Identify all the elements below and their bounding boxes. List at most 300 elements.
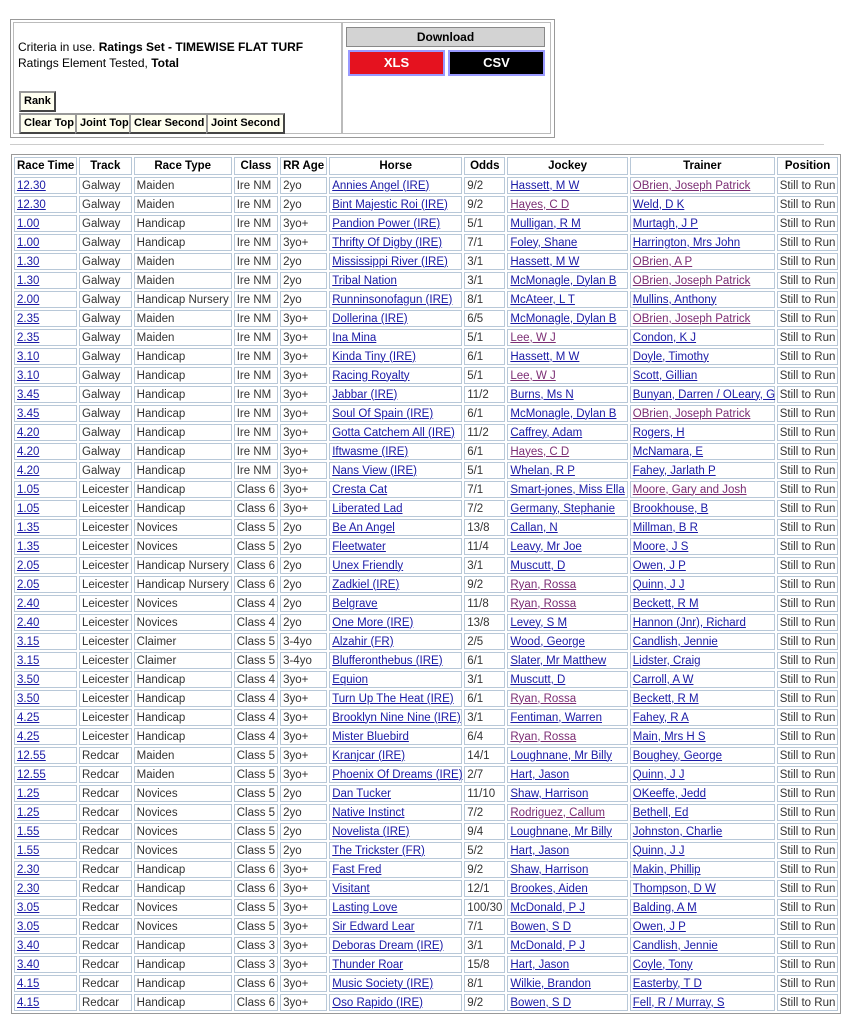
runners-table (11, 154, 841, 1014)
race-time-link[interactable]: 12.55 (17, 749, 46, 762)
race-time-link[interactable]: 1.05 (17, 483, 40, 496)
race-time-link[interactable]: 3.10 (17, 369, 40, 382)
race-time-link[interactable]: 3.45 (17, 388, 40, 401)
jockey-link[interactable]: Foley, Shane (510, 236, 578, 249)
horse-link[interactable]: Native Instinct (332, 806, 405, 819)
position-cell: Still to Run (777, 405, 839, 422)
jockey-link[interactable]: Smart-jones, Miss Ella (510, 483, 625, 496)
position-cell: Still to Run (777, 424, 839, 441)
class-cell: Class 6 (234, 481, 278, 498)
jockey-link[interactable]: Ryan, Rossa (510, 730, 577, 743)
horse-link[interactable]: Oso Rapido (IRE) (332, 996, 423, 1009)
trainer-cell (630, 196, 775, 213)
trainer-link[interactable]: Scott, Gillian (632, 369, 698, 382)
race-time-link[interactable]: 12.30 (17, 198, 46, 211)
race-time-link[interactable]: 4.15 (17, 996, 40, 1009)
jockey-link[interactable]: Fentiman, Warren (510, 711, 602, 724)
age-cell: 3yo+ (280, 386, 327, 403)
horse-link[interactable]: Equion (332, 673, 368, 686)
jockey-link[interactable]: McDonald, P J (510, 901, 585, 914)
trainer-link[interactable]: Beckett, R M (632, 692, 699, 705)
track-cell: Redcar (79, 956, 132, 973)
race-type-cell: Handicap (134, 462, 232, 479)
trainer-link[interactable]: Candlish, Jennie (632, 635, 718, 648)
table-row (14, 937, 838, 954)
race-time-link[interactable]: 4.20 (17, 426, 40, 439)
race-time-link[interactable]: 2.30 (17, 863, 40, 876)
horse-link[interactable]: Ina Mina (332, 331, 377, 344)
horse-link[interactable]: Nans View (IRE) (332, 464, 417, 477)
horse-link[interactable]: Fast Fred (332, 863, 382, 876)
jockey-link[interactable]: Muscutt, D (510, 559, 566, 572)
class-cell: Ire NM (234, 329, 278, 346)
clear-top-button[interactable]: Clear Top (19, 113, 79, 134)
race-time-link[interactable]: 3.05 (17, 901, 40, 914)
jockey-cell (507, 823, 627, 840)
jockey-cell (507, 272, 627, 289)
race-time-link[interactable]: 3.15 (17, 635, 40, 648)
class-cell: Class 4 (234, 690, 278, 707)
horse-cell (329, 443, 462, 460)
track-cell: Redcar (79, 766, 132, 783)
age-cell: 3yo+ (280, 310, 327, 327)
race-time-link[interactable]: 1.25 (17, 806, 40, 819)
odds-cell: 9/2 (464, 861, 505, 878)
track-cell: Leicester (79, 595, 132, 612)
race-time-link[interactable]: 4.20 (17, 445, 40, 458)
jockey-link[interactable]: Caffrey, Adam (510, 426, 583, 439)
jockey-cell (507, 177, 627, 194)
table-row (14, 842, 838, 859)
race-time-cell (14, 424, 77, 441)
table-row (14, 747, 838, 764)
race-time-link[interactable]: 2.35 (17, 331, 40, 344)
race-time-link[interactable]: 1.00 (17, 217, 40, 230)
horse-cell (329, 462, 462, 479)
jockey-link[interactable]: Lee, W J (510, 369, 556, 382)
clear-second-button[interactable]: Clear Second (129, 113, 209, 134)
jockey-link[interactable]: Hart, Jason (510, 844, 570, 857)
race-time-cell (14, 443, 77, 460)
trainer-link[interactable]: McNamara, E (632, 445, 704, 458)
trainer-link[interactable]: OBrien, Joseph Patrick (632, 274, 751, 287)
jockey-link[interactable]: Callan, N (510, 521, 558, 534)
age-cell: 3yo+ (280, 747, 327, 764)
horse-link[interactable]: Novelista (IRE) (332, 825, 410, 838)
jockey-link[interactable]: Ryan, Rossa (510, 578, 577, 591)
race-time-cell (14, 975, 77, 992)
horse-link[interactable]: Lasting Love (332, 901, 398, 914)
race-time-cell (14, 880, 77, 897)
race-time-link[interactable]: 12.55 (17, 768, 46, 781)
jockey-link[interactable]: Loughnane, Mr Billy (510, 825, 613, 838)
trainer-link[interactable]: Millman, B R (632, 521, 698, 534)
jockey-link[interactable]: McMonagle, Dylan B (510, 274, 617, 287)
race-time-cell (14, 937, 77, 954)
horse-link[interactable]: Pandion Power (IRE) (332, 217, 441, 230)
jockey-link[interactable]: Bowen, S D (510, 996, 572, 1009)
race-type-cell: Handicap (134, 994, 232, 1011)
horse-link[interactable]: Mister Bluebird (332, 730, 409, 743)
trainer-link[interactable]: Doyle, Timothy (632, 350, 709, 363)
race-time-link[interactable]: 1.55 (17, 825, 40, 838)
jockey-link[interactable]: Whelan, R P (510, 464, 575, 477)
race-time-link[interactable]: 1.35 (17, 521, 40, 534)
trainer-link[interactable]: Beckett, R M (632, 597, 699, 610)
horse-cell (329, 709, 462, 726)
trainer-link[interactable]: Quinn, J J (632, 578, 685, 591)
jockey-link[interactable]: Leavy, Mr Joe (510, 540, 582, 553)
race-time-link[interactable]: 1.35 (17, 540, 40, 553)
table-row (14, 785, 838, 802)
class-cell: Class 4 (234, 614, 278, 631)
trainer-cell (630, 557, 775, 574)
race-time-link[interactable]: 3.45 (17, 407, 40, 420)
table-row (14, 614, 838, 631)
table-row (14, 994, 838, 1011)
race-type-cell: Handicap (134, 880, 232, 897)
odds-cell: 7/1 (464, 234, 505, 251)
horse-link[interactable]: Turn Up The Heat (IRE) (332, 692, 454, 705)
race-time-link[interactable]: 3.10 (17, 350, 40, 363)
position-cell: Still to Run (777, 994, 839, 1011)
trainer-link[interactable]: Bunyan, Darren / OLeary, G (632, 388, 776, 401)
age-cell: 3yo+ (280, 956, 327, 973)
jockey-link[interactable]: Levey, S M (510, 616, 568, 629)
odds-cell: 8/1 (464, 975, 505, 992)
position-cell: Still to Run (777, 880, 839, 897)
odds-cell: 3/1 (464, 709, 505, 726)
class-cell: Ire NM (234, 367, 278, 384)
jockey-link[interactable]: McMonagle, Dylan B (510, 312, 617, 325)
race-time-link[interactable]: 3.15 (17, 654, 40, 667)
trainer-link[interactable]: Boughey, George (632, 749, 723, 762)
race-type-cell: Novices (134, 519, 232, 536)
jockey-link[interactable]: McAteer, L T (510, 293, 575, 306)
jockey-link[interactable]: Muscutt, D (510, 673, 566, 686)
trainer-link[interactable]: OBrien, A P (632, 255, 693, 268)
race-time-cell (14, 576, 77, 593)
age-cell: 3yo+ (280, 348, 327, 365)
horse-link[interactable]: Jabbar (IRE) (332, 388, 398, 401)
race-type-cell: Maiden (134, 272, 232, 289)
horse-link[interactable]: Dan Tucker (332, 787, 391, 800)
jockey-link[interactable]: Bowen, S D (510, 920, 572, 933)
trainer-link[interactable]: OBrien, Joseph Patrick (632, 312, 751, 325)
horse-link[interactable]: Kranjcar (IRE) (332, 749, 406, 762)
horse-link[interactable]: Thunder Roar (332, 958, 404, 971)
horse-link[interactable]: Deboras Dream (IRE) (332, 939, 444, 952)
trainer-link[interactable]: Makin, Phillip (632, 863, 701, 876)
horse-link[interactable]: Music Society (IRE) (332, 977, 434, 990)
table-row (14, 671, 838, 688)
trainer-link[interactable]: Lidster, Craig (632, 654, 701, 667)
race-type-cell: Handicap (134, 424, 232, 441)
trainer-link[interactable]: Coyle, Tony (632, 958, 693, 971)
trainer-cell (630, 443, 775, 460)
horse-link[interactable]: Cresta Cat (332, 483, 388, 496)
trainer-link[interactable]: Hannon (Jnr), Richard (632, 616, 746, 629)
jockey-link[interactable]: Hart, Jason (510, 768, 570, 781)
class-cell: Class 5 (234, 785, 278, 802)
trainer-link[interactable]: Mullins, Anthony (632, 293, 717, 306)
position-cell: Still to Run (777, 291, 839, 308)
horse-link[interactable]: Bint Majestic Roi (IRE) (332, 198, 448, 211)
jockey-link[interactable]: Wilkie, Brandon (510, 977, 591, 990)
jockey-link[interactable]: Slater, Mr Matthew (510, 654, 607, 667)
position-cell: Still to Run (777, 690, 839, 707)
horse-link[interactable]: Be An Angel (332, 521, 395, 534)
jockey-link[interactable]: McMonagle, Dylan B (510, 407, 617, 420)
horse-cell (329, 975, 462, 992)
position-cell: Still to Run (777, 348, 839, 365)
horse-link[interactable]: Sir Edward Lear (332, 920, 415, 933)
track-cell: Leicester (79, 728, 132, 745)
horse-cell (329, 386, 462, 403)
trainer-link[interactable]: Rogers, H (632, 426, 685, 439)
race-time-link[interactable]: 1.30 (17, 255, 40, 268)
class-cell: Ire NM (234, 177, 278, 194)
odds-cell: 11/2 (464, 424, 505, 441)
criteria-panel (10, 19, 555, 138)
trainer-link[interactable]: Moore, Gary and Josh (632, 483, 747, 496)
position-cell: Still to Run (777, 975, 839, 992)
race-time-link[interactable]: 4.15 (17, 977, 40, 990)
position-cell: Still to Run (777, 861, 839, 878)
horse-link[interactable]: One More (IRE) (332, 616, 414, 629)
class-cell: Class 6 (234, 500, 278, 517)
horse-cell (329, 918, 462, 935)
table-row (14, 367, 838, 384)
age-cell: 2yo (280, 576, 327, 593)
horse-link[interactable]: Kinda Tiny (IRE) (332, 350, 416, 363)
race-time-link[interactable]: 1.05 (17, 502, 40, 515)
age-cell: 3yo+ (280, 424, 327, 441)
odds-cell: 6/1 (464, 690, 505, 707)
race-time-link[interactable]: 2.35 (17, 312, 40, 325)
horse-cell (329, 500, 462, 517)
class-cell: Ire NM (234, 405, 278, 422)
jockey-cell (507, 519, 627, 536)
trainer-link[interactable]: Quinn, J J (632, 768, 685, 781)
jockey-link[interactable]: Shaw, Harrison (510, 863, 589, 876)
track-cell: Galway (79, 443, 132, 460)
horse-link[interactable]: Brooklyn Nine Nine (IRE) (332, 711, 461, 724)
track-cell: Galway (79, 291, 132, 308)
race-time-link[interactable]: 1.00 (17, 236, 40, 249)
trainer-link[interactable]: Thompson, D W (632, 882, 716, 895)
trainer-link[interactable]: OBrien, Joseph Patrick (632, 407, 751, 420)
jockey-cell (507, 348, 627, 365)
horse-link[interactable]: Phoenix Of Dreams (IRE) (332, 768, 463, 781)
age-cell: 2yo (280, 272, 327, 289)
trainer-link[interactable]: Fahey, R A (632, 711, 689, 724)
track-cell: Galway (79, 177, 132, 194)
odds-cell: 6/5 (464, 310, 505, 327)
jockey-link[interactable]: Hayes, C D (510, 198, 570, 211)
trainer-link[interactable]: Owen, J P (632, 920, 686, 933)
jockey-link[interactable]: Brookes, Aiden (510, 882, 588, 895)
trainer-link[interactable]: Moore, J S (632, 540, 689, 553)
trainer-link[interactable]: OBrien, Joseph Patrick (632, 179, 751, 192)
joint-second-button[interactable]: Joint Second (206, 113, 285, 134)
jockey-link[interactable]: Hassett, M W (510, 350, 580, 363)
race-time-cell (14, 348, 77, 365)
table-row (14, 538, 838, 555)
trainer-cell (630, 861, 775, 878)
horse-cell (329, 785, 462, 802)
odds-cell: 5/1 (464, 367, 505, 384)
race-time-link[interactable]: 2.00 (17, 293, 40, 306)
horse-link[interactable]: Annies Angel (IRE) (332, 179, 430, 192)
race-time-cell (14, 405, 77, 422)
header-position: Position (777, 157, 839, 175)
trainer-link[interactable]: OKeeffe, Jedd (632, 787, 707, 800)
jockey-cell (507, 595, 627, 612)
class-cell: Ire NM (234, 386, 278, 403)
jockey-link[interactable]: Lee, W J (510, 331, 556, 344)
trainer-cell (630, 215, 775, 232)
position-cell: Still to Run (777, 386, 839, 403)
jockey-cell (507, 861, 627, 878)
race-time-link[interactable]: 4.20 (17, 464, 40, 477)
table-row (14, 728, 838, 745)
jockey-cell (507, 253, 627, 270)
race-time-link[interactable]: 4.25 (17, 711, 40, 724)
horse-link[interactable]: Mississippi River (IRE) (332, 255, 448, 268)
track-cell: Galway (79, 196, 132, 213)
horse-link[interactable]: Runninsonofagun (IRE) (332, 293, 453, 306)
age-cell: 3yo+ (280, 994, 327, 1011)
joint-top-button[interactable]: Joint Top (75, 113, 134, 134)
trainer-link[interactable]: Fell, R / Murray, S (632, 996, 725, 1009)
jockey-link[interactable]: McDonald, P J (510, 939, 585, 952)
race-time-link[interactable]: 1.25 (17, 787, 40, 800)
trainer-link[interactable]: Johnston, Charlie (632, 825, 723, 838)
trainer-link[interactable]: Carroll, A W (632, 673, 694, 686)
horse-link[interactable]: Racing Royalty (332, 369, 410, 382)
horse-link[interactable]: Belgrave (332, 597, 378, 610)
race-time-link[interactable]: 3.40 (17, 939, 40, 952)
download-box (342, 22, 551, 134)
horse-link[interactable]: Liberated Lad (332, 502, 403, 515)
trainer-link[interactable]: Murtagh, J P (632, 217, 698, 230)
horse-cell (329, 880, 462, 897)
criteria-box (13, 22, 342, 134)
jockey-link[interactable]: Rodriguez, Callum (510, 806, 605, 819)
jockey-link[interactable]: Germany, Stephanie (510, 502, 615, 515)
race-time-link[interactable]: 2.40 (17, 616, 40, 629)
race-type-cell: Handicap (134, 671, 232, 688)
horse-link[interactable]: Thrifty Of Digby (IRE) (332, 236, 443, 249)
track-cell: Galway (79, 348, 132, 365)
table-header-row (14, 157, 838, 175)
race-time-link[interactable]: 4.25 (17, 730, 40, 743)
jockey-link[interactable]: Hassett, M W (510, 255, 580, 268)
horse-cell (329, 291, 462, 308)
race-time-link[interactable]: 3.05 (17, 920, 40, 933)
horse-link[interactable]: Iftwasme (IRE) (332, 445, 409, 458)
trainer-link[interactable]: Bethell, Ed (632, 806, 689, 819)
trainer-link[interactable]: Candlish, Jennie (632, 939, 718, 952)
odds-cell: 11/10 (464, 785, 505, 802)
horse-link[interactable]: Visitant (332, 882, 370, 895)
race-time-link[interactable]: 2.30 (17, 882, 40, 895)
trainer-link[interactable]: Weld, D K (632, 198, 685, 211)
trainer-link[interactable]: Quinn, J J (632, 844, 685, 857)
trainer-link[interactable]: Main, Mrs H S (632, 730, 706, 743)
jockey-cell (507, 671, 627, 688)
race-time-cell (14, 215, 77, 232)
horse-link[interactable]: The Trickster (FR) (332, 844, 425, 857)
jockey-cell (507, 310, 627, 327)
age-cell: 2yo (280, 538, 327, 555)
race-time-link[interactable]: 2.40 (17, 597, 40, 610)
trainer-cell (630, 595, 775, 612)
odds-cell: 6/1 (464, 652, 505, 669)
race-time-link[interactable]: 2.05 (17, 559, 40, 572)
trainer-link[interactable]: Balding, A M (632, 901, 697, 914)
xls-download-button[interactable]: XLS (348, 50, 445, 76)
horse-link[interactable]: Fleetwater (332, 540, 386, 553)
jockey-link[interactable]: Burns, Ms N (510, 388, 574, 401)
table-row (14, 918, 838, 935)
csv-download-button[interactable]: CSV (448, 50, 545, 76)
jockey-cell (507, 880, 627, 897)
trainer-link[interactable]: Brookhouse, B (632, 502, 709, 515)
race-time-link[interactable]: 1.55 (17, 844, 40, 857)
rank-button[interactable]: Rank (19, 91, 56, 112)
horse-link[interactable]: Gotta Catchem All (IRE) (332, 426, 455, 439)
horse-link[interactable]: Unex Friendly (332, 559, 404, 572)
odds-cell: 11/4 (464, 538, 505, 555)
jockey-link[interactable]: Ryan, Rossa (510, 692, 577, 705)
race-time-link[interactable]: 3.40 (17, 958, 40, 971)
table-row (14, 557, 838, 574)
trainer-cell (630, 329, 775, 346)
race-time-link[interactable]: 12.30 (17, 179, 46, 192)
jockey-link[interactable]: Hassett, M W (510, 179, 580, 192)
class-cell: Class 6 (234, 861, 278, 878)
horse-link[interactable]: Soul Of Spain (IRE) (332, 407, 434, 420)
trainer-link[interactable]: Easterby, T D (632, 977, 702, 990)
jockey-link[interactable]: Hayes, C D (510, 445, 570, 458)
race-time-link[interactable]: 3.50 (17, 673, 40, 686)
trainer-link[interactable]: Fahey, Jarlath P (632, 464, 716, 477)
trainer-link[interactable]: Condon, K J (632, 331, 697, 344)
horse-link[interactable]: Blufferonthebus (IRE) (332, 654, 443, 667)
jockey-link[interactable]: Shaw, Harrison (510, 787, 589, 800)
jockey-link[interactable]: Ryan, Rossa (510, 597, 577, 610)
trainer-link[interactable]: Owen, J P (632, 559, 686, 572)
horse-cell (329, 804, 462, 821)
horse-link[interactable]: Alzahir (FR) (332, 635, 394, 648)
jockey-link[interactable]: Hart, Jason (510, 958, 570, 971)
track-cell: Leicester (79, 519, 132, 536)
race-type-cell: Handicap (134, 709, 232, 726)
jockey-link[interactable]: Mulligan, R M (510, 217, 581, 230)
jockey-link[interactable]: Wood, George (510, 635, 585, 648)
trainer-link[interactable]: Harrington, Mrs John (632, 236, 741, 249)
horse-link[interactable]: Tribal Nation (332, 274, 397, 287)
race-time-link[interactable]: 2.05 (17, 578, 40, 591)
horse-link[interactable]: Dollerina (IRE) (332, 312, 408, 325)
jockey-link[interactable]: Loughnane, Mr Billy (510, 749, 613, 762)
race-time-link[interactable]: 3.50 (17, 692, 40, 705)
race-time-link[interactable]: 1.30 (17, 274, 40, 287)
table-row (14, 595, 838, 612)
horse-link[interactable]: Zadkiel (IRE) (332, 578, 400, 591)
